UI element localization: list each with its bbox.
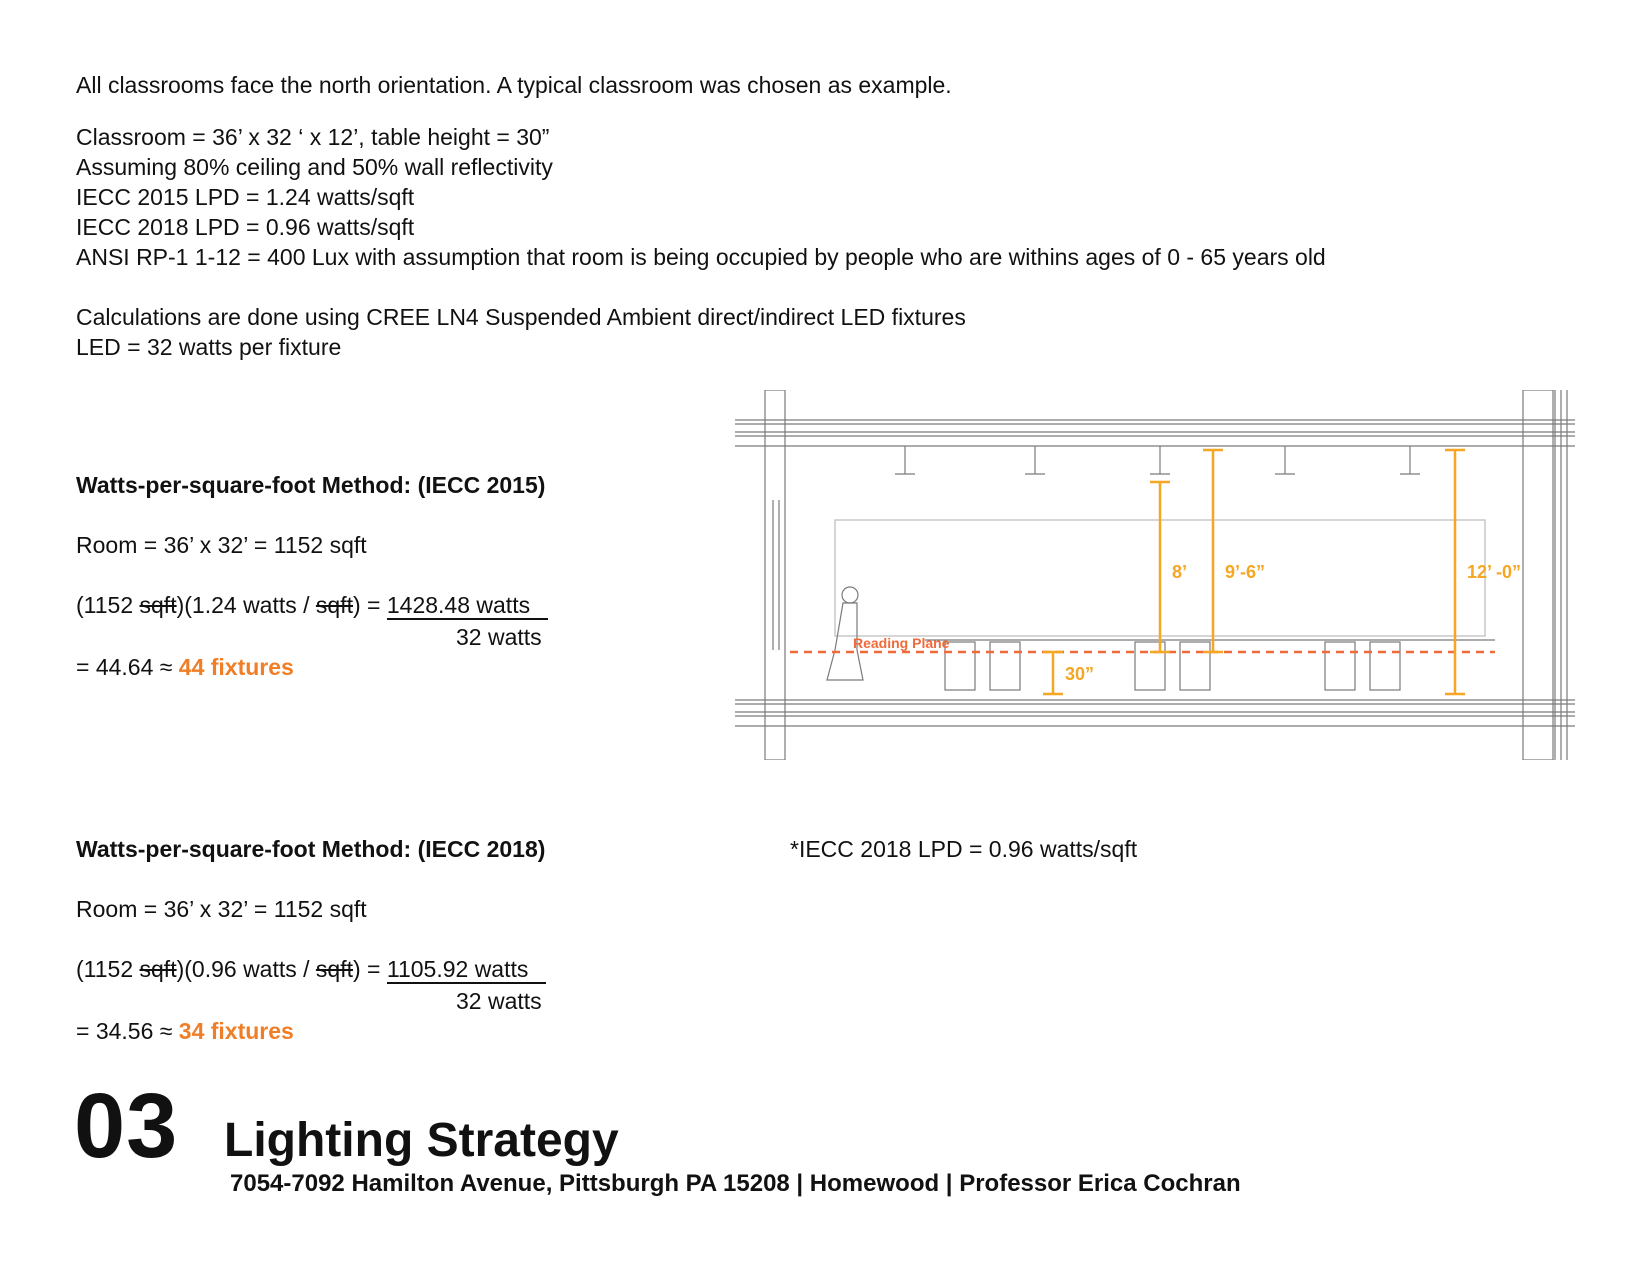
structure-lines bbox=[735, 390, 1575, 760]
fixture-info-line: Calculations are done using CREE LN4 Suspended Ambient direct/indirect LED fixtures bbox=[76, 304, 966, 330]
dim-30-label: 30” bbox=[1065, 664, 1095, 684]
calc-part: )(0.96 watts / bbox=[176, 956, 316, 982]
dim-12-label: 12’ -0” bbox=[1467, 562, 1522, 582]
page-subtitle: 7054-7092 Hamilton Avenue, Pittsburgh PA 15208 | Homewood | Professor Erica Cochran bbox=[230, 1170, 1241, 1197]
fixture-info-line: LED = 32 watts per fixture bbox=[76, 334, 342, 360]
calc-strike: sqft bbox=[139, 956, 177, 982]
calc-strike: sqft bbox=[139, 592, 177, 618]
assumption-line: IECC 2015 LPD = 1.24 watts/sqft bbox=[76, 184, 415, 210]
reading-plane-label: Reading Plane bbox=[853, 635, 950, 651]
calc-part: ) = bbox=[353, 592, 387, 618]
classroom-section-drawing bbox=[735, 390, 1575, 760]
method-2015-calc bbox=[76, 590, 548, 620]
method-2018-result bbox=[76, 1016, 294, 1046]
calc-part: (1152 bbox=[76, 956, 140, 982]
calc-part: )(1.24 watts / bbox=[176, 592, 316, 618]
dim-8-label: 8’ bbox=[1172, 562, 1188, 582]
dim-9-6-label: 9’-6” bbox=[1225, 562, 1266, 582]
method-2018-room: Room = 36’ x 32’ = 1152 sqft bbox=[76, 896, 367, 922]
result-highlight: 34 fixtures bbox=[178, 1018, 294, 1044]
method-2018-note: *IECC 2018 LPD = 0.96 watts/sqft bbox=[790, 836, 1138, 862]
assumption-line: Assuming 80% ceiling and 50% wall reflectivity bbox=[76, 154, 553, 180]
calc-part: (1152 bbox=[76, 592, 140, 618]
calc-part: ) = bbox=[353, 956, 387, 982]
method-2015-heading: Watts-per-square-foot Method: (IECC 2015) bbox=[76, 472, 546, 498]
result-prefix: = 34.56 ≈ bbox=[76, 1018, 179, 1044]
method-2015-room: Room = 36’ x 32’ = 1152 sqft bbox=[76, 532, 367, 558]
method-2015-denominator: 32 watts bbox=[456, 624, 542, 650]
intro-text: All classrooms face the north orientation. A typical classroom was chosen as example. bbox=[76, 72, 952, 98]
assumption-line: ANSI RP-1 1-12 = 400 Lux with assumption that room is being occupied by people who are withins ages of 0 - 65 years old bbox=[76, 244, 1326, 270]
method-2018-denominator: 32 watts bbox=[456, 988, 542, 1014]
calc-numerator: 1428.48 watts bbox=[387, 592, 548, 620]
page-title: Lighting Strategy bbox=[224, 1114, 619, 1167]
assumption-line: IECC 2018 LPD = 0.96 watts/sqft bbox=[76, 214, 415, 240]
method-2015-result bbox=[76, 652, 294, 682]
calc-strike: sqft bbox=[315, 592, 353, 618]
calc-numerator: 1105.92 watts bbox=[387, 956, 547, 984]
calc-strike: sqft bbox=[315, 956, 353, 982]
method-2018-heading: Watts-per-square-foot Method: (IECC 2018) bbox=[76, 836, 546, 862]
method-2018-calc bbox=[76, 954, 546, 984]
result-prefix: = 44.64 ≈ bbox=[76, 654, 179, 680]
assumption-line: Classroom = 36’ x 32 ‘ x 12’, table height = 30” bbox=[76, 124, 550, 150]
section-number: 03 bbox=[74, 1075, 179, 1177]
result-highlight: 44 fixtures bbox=[178, 654, 294, 680]
